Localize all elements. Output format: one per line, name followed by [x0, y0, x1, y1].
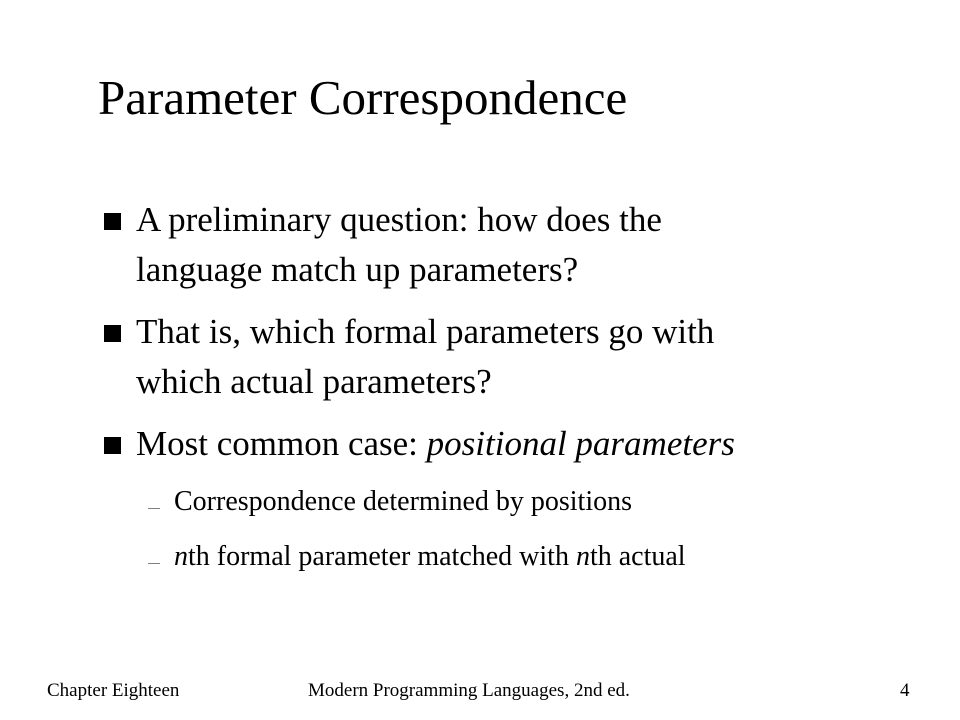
subbullet-text-part: th formal parameter matched with: [188, 541, 576, 572]
square-bullet-icon: [104, 213, 121, 230]
footer-chapter: Chapter Eighteen: [47, 680, 180, 701]
bullet-text-line: which actual parameters?: [136, 362, 492, 401]
dash-icon: [148, 563, 160, 564]
bullet-text-line: That is, which formal parameters go with: [136, 312, 715, 351]
slide-title: Parameter Correspondence: [98, 70, 628, 125]
bullet-text-line: A preliminary question: how does the: [136, 200, 662, 239]
footer-page-number: 4: [900, 680, 910, 701]
subbullet-italic-n: n: [174, 541, 188, 572]
dash-icon: [148, 508, 160, 509]
subbullet-italic-n: n: [575, 541, 590, 572]
square-bullet-icon: [104, 437, 121, 454]
bullet-text-line: language match up parameters?: [136, 250, 579, 289]
bullet-text-prefix: Most common case:: [136, 424, 427, 463]
subbullet-text: Correspondence determined by positions: [174, 486, 633, 517]
bullet-text-emphasis: positional parameters: [426, 424, 735, 463]
subbullet-text-part: th actual: [589, 541, 686, 572]
subbullet-text: [174, 539, 686, 575]
footer-book-title: Modern Programming Languages, 2nd ed.: [308, 680, 630, 701]
square-bullet-icon: [104, 325, 121, 342]
bullet-text-line: [136, 420, 735, 467]
